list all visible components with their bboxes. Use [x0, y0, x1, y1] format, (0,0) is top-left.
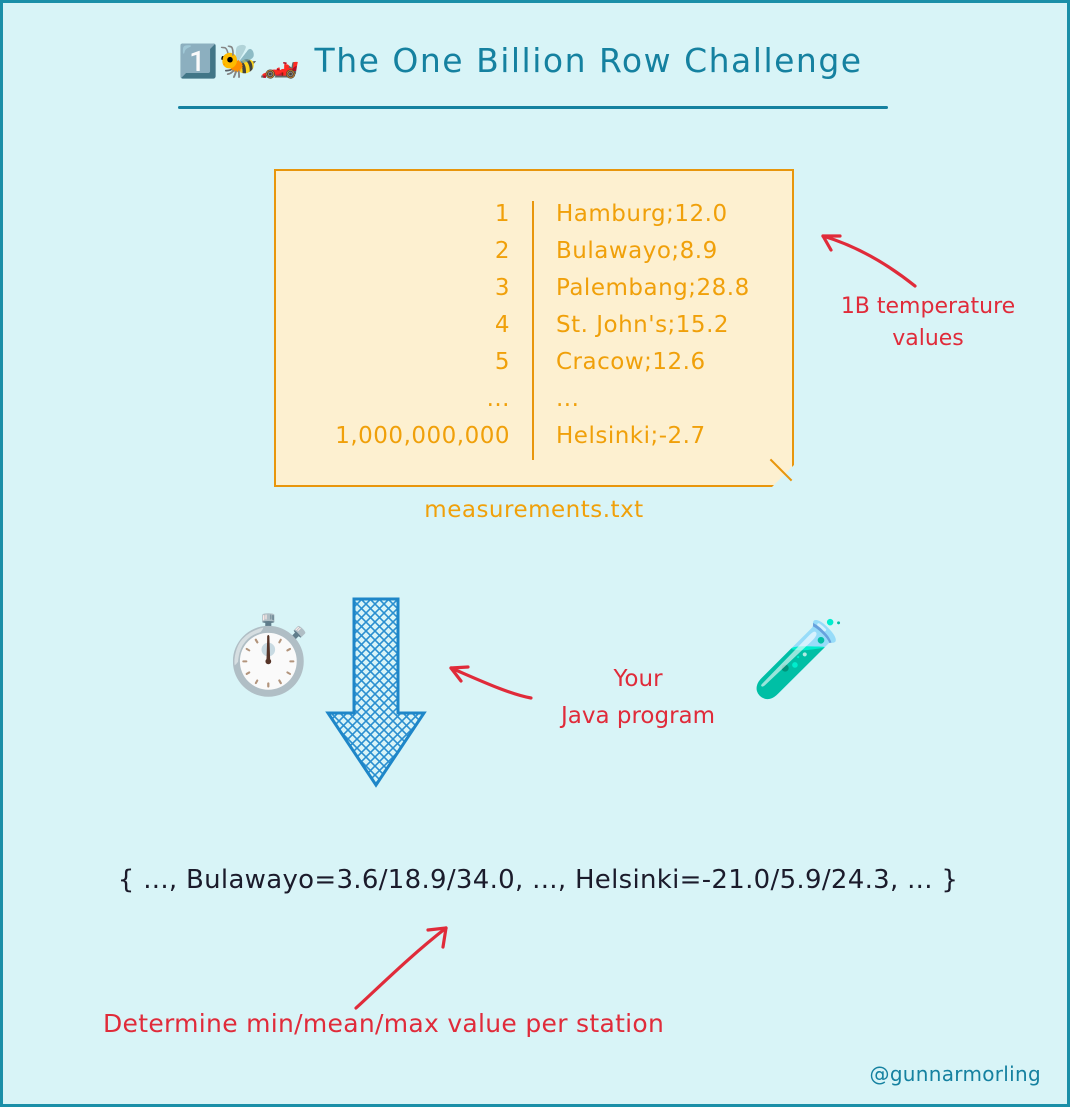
row-number: 3	[494, 275, 510, 301]
page-title: The One Billion Row Challenge	[314, 41, 863, 80]
column-divider	[532, 275, 534, 312]
row-number: 2	[494, 238, 510, 264]
row-number: 1,000,000,000	[335, 423, 510, 449]
row-number: 5	[494, 349, 510, 375]
list-item	[300, 275, 770, 312]
arrow-to-result-icon	[348, 918, 463, 1013]
column-divider	[532, 312, 534, 349]
down-arrow-icon	[321, 595, 431, 791]
title-underline-divider	[178, 106, 888, 109]
column-divider	[532, 349, 534, 386]
annotation-program-line2: Java program	[560, 702, 716, 729]
row-value: Cracow;12.6	[556, 349, 706, 375]
measurements-file-card	[274, 169, 794, 487]
list-item	[300, 201, 770, 238]
row-value: St. John's;15.2	[556, 312, 730, 338]
list-item	[300, 349, 770, 386]
column-divider	[532, 201, 534, 238]
list-item	[300, 423, 770, 460]
row-value: Helsinki;-2.7	[556, 423, 706, 449]
list-item	[300, 238, 770, 275]
list-item	[300, 386, 770, 423]
title-row	[178, 41, 888, 80]
test-tube-icon: 🧪	[751, 614, 846, 703]
row-value: ...	[556, 386, 580, 412]
page-fold-corner	[772, 465, 794, 487]
annotation-java-program	[523, 661, 753, 735]
stopwatch-icon: ⏱️	[221, 610, 316, 699]
annotation-input-values	[803, 291, 1053, 355]
author-handle: @gunnarmorling	[869, 1062, 1041, 1086]
column-divider	[532, 423, 534, 460]
file-name-label: measurements.txt	[424, 497, 644, 523]
annotation-program-line1: Your	[613, 666, 663, 692]
row-number: ...	[486, 386, 510, 412]
list-item	[300, 312, 770, 349]
column-divider	[532, 238, 534, 275]
arrow-to-file-icon	[803, 218, 923, 293]
annotation-input-line2: values	[892, 325, 964, 351]
row-number: 1	[494, 201, 510, 227]
row-number: 4	[494, 312, 510, 338]
row-value: Hamburg;12.0	[556, 201, 728, 227]
row-value: Palembang;28.8	[556, 275, 750, 301]
title-emoji-icons: 1️⃣🐝🏎️	[178, 41, 301, 80]
annotation-task: Determine min/mean/max value per station	[103, 1009, 665, 1038]
row-value: Bulawayo;8.9	[556, 238, 718, 264]
column-divider	[532, 386, 534, 423]
result-output-text: { ..., Bulawayo=3.6/18.9/34.0, ..., Helsinki=-21.0/5.9/24.3, ... }	[117, 865, 959, 895]
file-rows-list	[300, 201, 770, 460]
annotation-input-line1: 1B temperature	[840, 294, 1016, 319]
